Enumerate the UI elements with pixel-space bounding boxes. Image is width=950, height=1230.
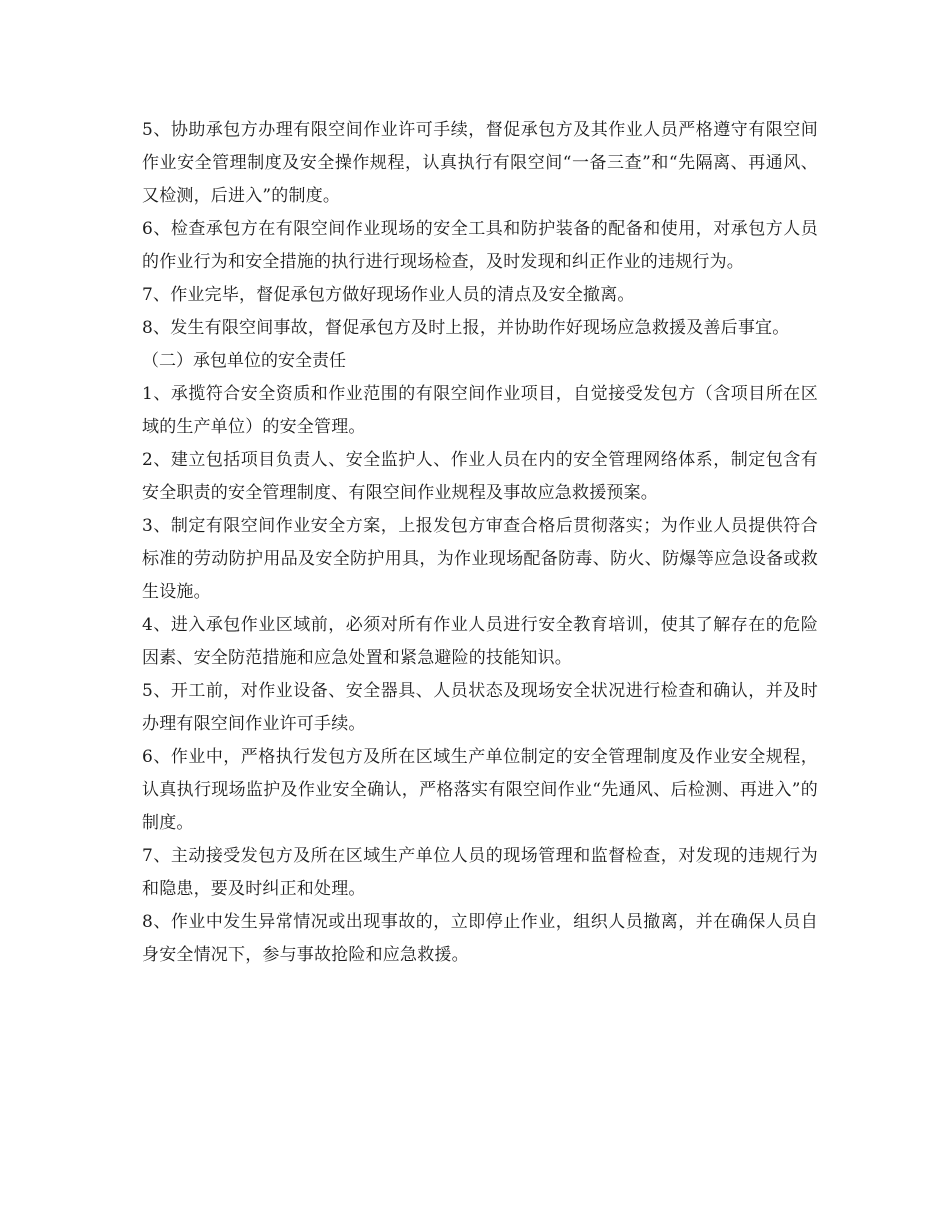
paragraph-a5: 5、协助承包方办理有限空间作业许可手续，督促承包方及其作业人员严格遵守有限空间作业安全管理制度及安全操作规程，认真执行有限空间“一备三查”和“先隔离、再通风、又检测，后进入”的制度。 (142, 120, 818, 206)
paragraph-b2: 2、建立包括项目负责人、安全监护人、作业人员在内的安全管理网络体系，制定包含有安全职责的安全管理制度、有限空间作业规程及事故应急救援预案。 (142, 450, 818, 503)
document-body (142, 114, 818, 972)
paragraph-b3: 3、制定有限空间作业安全方案，上报发包方审查合格后贯彻落实；为作业人员提供符合标准的劳动防护用品及安全防护用具，为作业现场配备防毒、防火、防爆等应急设备或救生设施。 (142, 516, 818, 602)
paragraph-b1: 1、承揽符合安全资质和作业范围的有限空间作业项目，自觉接受发包方（含项目所在区域的生产单位）的安全管理。 (142, 384, 818, 437)
paragraph-a8: 8、发生有限空间事故，督促承包方及时上报，并协助作好现场应急救援及善后事宜。 (142, 318, 790, 338)
paragraph-a6: 6、检查承包方在有限空间作业现场的安全工具和防护装备的配备和使用，对承包方人员的作业行为和安全措施的执行进行现场检查，及时发现和纠正作业的违规行为。 (142, 219, 818, 272)
section-heading: （二）承包单位的安全责任 (142, 351, 346, 371)
paragraph-b7: 7、主动接受发包方及所在区域生产单位人员的现场管理和监督检查，对发现的违规行为和隐患，要及时纠正和处理。 (142, 846, 818, 899)
paragraph-b4: 4、进入承包作业区域前，必须对所有作业人员进行安全教育培训，使其了解存在的危险因素、安全防范措施和应急处置和紧急避险的技能知识。 (142, 615, 818, 668)
paragraph-b6: 6、作业中，严格执行发包方及所在区域生产单位制定的安全管理制度及作业安全规程，认真执行现场监护及作业安全确认，严格落实有限空间作业“先通风、后检测、再进入”的制度。 (142, 747, 818, 833)
paragraph-b5: 5、开工前，对作业设备、安全器具、人员状态及现场安全状况进行检查和确认，并及时办理有限空间作业许可手续。 (142, 681, 818, 734)
paragraph-b8: 8、作业中发生异常情况或出现事故的，立即停止作业，组织人员撤离，并在确保人员自身安全情况下，参与事故抢险和应急救援。 (142, 912, 818, 965)
paragraph-a7: 7、作业完毕，督促承包方做好现场作业人员的清点及安全撤离。 (142, 285, 635, 305)
